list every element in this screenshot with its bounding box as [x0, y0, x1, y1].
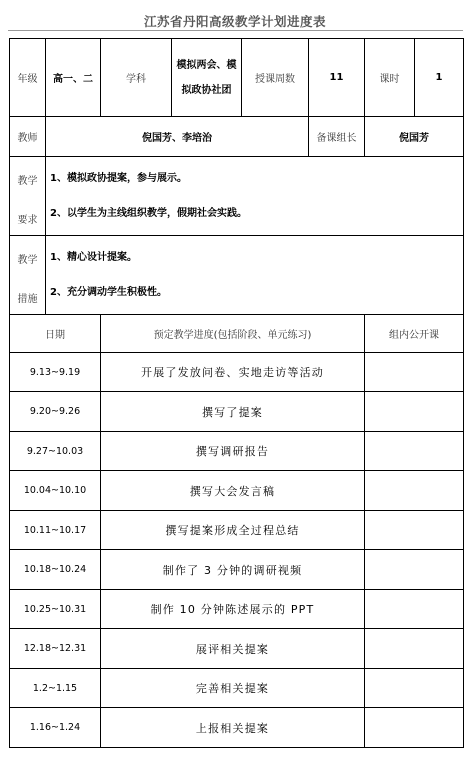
table-row — [10, 353, 464, 392]
leader-value: 倪国芳 — [365, 117, 464, 157]
schedule-header-row — [10, 315, 464, 353]
header-date: 日期 — [10, 315, 101, 353]
plan-table — [9, 38, 464, 315]
row-progress: 上报相关提案 — [101, 708, 365, 748]
row-open-class — [365, 708, 464, 748]
row-date: 10.11~10.17 — [10, 511, 101, 550]
measures-content — [46, 236, 464, 315]
measure-item: 2、充分调动学生积极性。 — [50, 286, 167, 298]
table-row — [10, 432, 464, 471]
row-progress: 开展了发放问卷、实地走访等活动 — [101, 353, 365, 392]
row-date: 1.16~1.24 — [10, 708, 101, 748]
teacher-value: 倪国芳、李培治 — [46, 117, 309, 157]
schedule-table — [9, 314, 464, 748]
row-progress: 撰写大会发言稿 — [101, 471, 365, 511]
subject-value: 模拟两会、模拟政协社团 — [172, 39, 242, 117]
info-row-2 — [10, 117, 464, 157]
leader-label: 备课组长 — [309, 117, 365, 157]
requirement-item: 2、以学生为主线组织教学，假期社会实践。 — [50, 207, 247, 219]
row-date: 10.04~10.10 — [10, 471, 101, 511]
table-row — [10, 629, 464, 669]
table-row — [10, 392, 464, 432]
table-row — [10, 550, 464, 590]
row-progress: 制作 10 分钟陈述展示的 PPT — [101, 590, 365, 629]
teacher-label: 教师 — [10, 117, 46, 157]
requirements-label — [10, 157, 46, 236]
requirement-item: 1、模拟政协提案，参与展示。 — [50, 172, 187, 184]
row-open-class — [365, 550, 464, 590]
row-open-class — [365, 590, 464, 629]
measures-label-top: 教学 — [17, 255, 38, 266]
document-title: 江苏省丹阳高级教学计划进度表 — [143, 14, 326, 29]
row-progress: 展评相关提案 — [101, 629, 365, 669]
requirements-row — [10, 157, 464, 236]
measure-item: 1、精心设计提案。 — [50, 251, 137, 263]
row-date: 12.18~12.31 — [10, 629, 101, 669]
row-date: 9.27~10.03 — [10, 432, 101, 471]
table-row — [10, 669, 464, 708]
row-date: 9.20~9.26 — [10, 392, 101, 432]
grade-label: 年级 — [10, 39, 46, 117]
measures-row — [10, 236, 464, 315]
row-date: 10.25~10.31 — [10, 590, 101, 629]
row-open-class — [365, 511, 464, 550]
row-progress: 完善相关提案 — [101, 669, 365, 708]
requirements-label-top: 教学 — [17, 176, 38, 187]
row-progress: 撰写调研报告 — [101, 432, 365, 471]
info-row-1 — [10, 39, 464, 117]
lessons-label: 课时 — [365, 39, 415, 117]
table-row — [10, 590, 464, 629]
weeks-value: 11 — [309, 39, 365, 117]
row-open-class — [365, 669, 464, 708]
row-progress: 撰写了提案 — [101, 392, 365, 432]
row-open-class — [365, 353, 464, 392]
row-open-class — [365, 471, 464, 511]
row-date: 10.18~10.24 — [10, 550, 101, 590]
row-date: 1.2~1.15 — [10, 669, 101, 708]
lessons-value: 1 — [415, 39, 464, 117]
title-divider — [8, 30, 463, 31]
table-row — [10, 511, 464, 550]
row-progress: 制作了 3 分钟的调研视频 — [101, 550, 365, 590]
row-date: 9.13~9.19 — [10, 353, 101, 392]
requirements-label-bottom: 要求 — [17, 215, 38, 226]
subject-label: 学科 — [101, 39, 172, 117]
measures-label — [10, 236, 46, 315]
grade-value: 高一、二 — [46, 39, 101, 117]
row-progress: 撰写提案形成全过程总结 — [101, 511, 365, 550]
row-open-class — [365, 432, 464, 471]
table-row — [10, 471, 464, 511]
header-open-class: 组内公开课 — [365, 315, 464, 353]
row-open-class — [365, 392, 464, 432]
requirements-content — [46, 157, 464, 236]
table-row — [10, 708, 464, 748]
row-open-class — [365, 629, 464, 669]
measures-label-bottom: 措施 — [17, 294, 38, 305]
header-progress: 预定教学进度(包括阶段、单元练习) — [101, 315, 365, 353]
weeks-label: 授课周数 — [242, 39, 309, 117]
